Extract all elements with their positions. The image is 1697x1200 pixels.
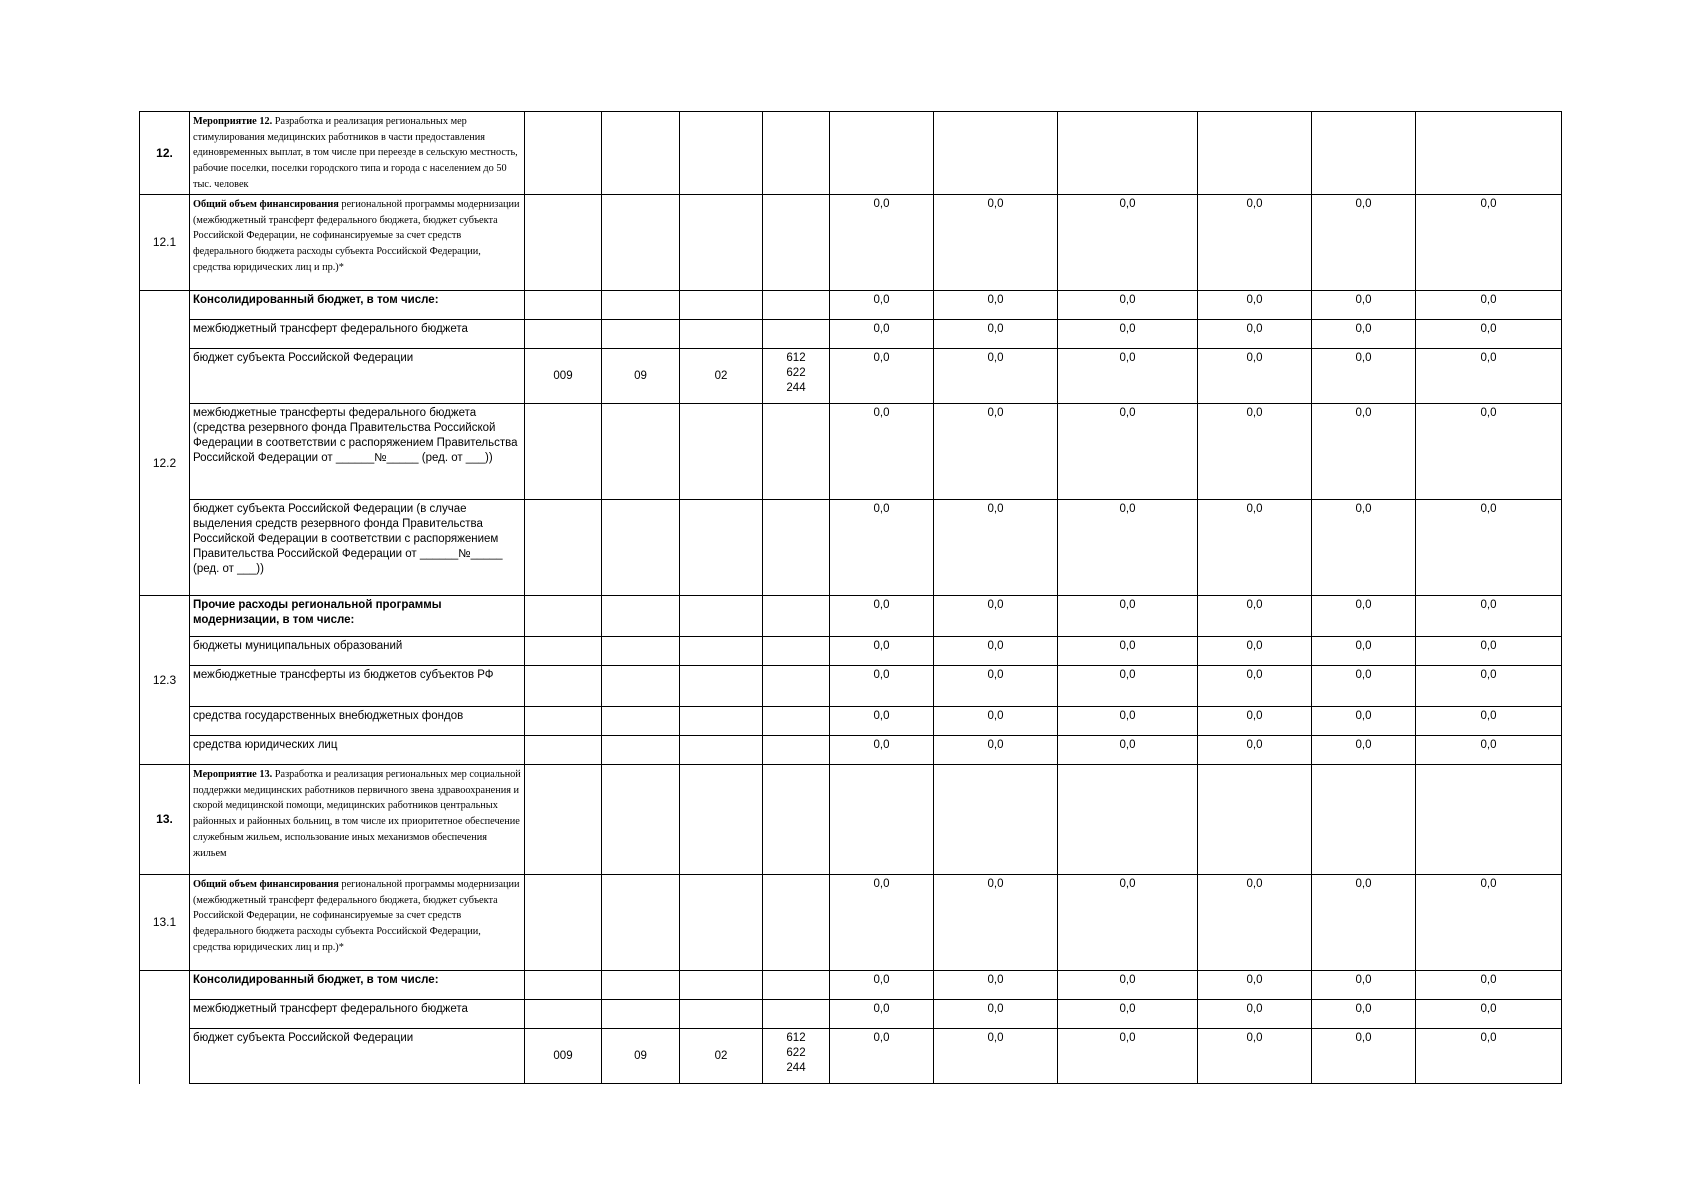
table-row	[140, 320, 1562, 349]
value-cell: 0,0	[1198, 736, 1312, 765]
row-number: 13.	[140, 765, 190, 875]
value-cell: 0,0	[1058, 971, 1198, 1000]
value-cell: 0,0	[830, 320, 934, 349]
row-description: средства юридических лиц	[190, 736, 525, 765]
row-description-text: региональной программы модернизации (межбюджетный трансферт федерального бюджета, бюджет субъекта Российской Федерации, не софинансируемые за счет средств федерального бюджета расходы субъекта Российской Федерации, средства юридических лиц и пр.)*	[193, 879, 520, 953]
table-row	[140, 500, 1562, 596]
value-cell: 0,0	[1198, 666, 1312, 707]
value-cell: 0,0	[830, 736, 934, 765]
value-cell: 0,0	[1416, 971, 1562, 1000]
value-cell: 0,0	[1416, 596, 1562, 637]
row-description: межбюджетные трансферты из бюджетов субъектов РФ	[190, 666, 525, 707]
value-cell: 0,0	[934, 971, 1058, 1000]
value-cell: 0,0	[934, 404, 1058, 500]
value-cell: 0,0	[1058, 291, 1198, 320]
value-cell: 0,0	[1198, 875, 1312, 971]
value-cell: 0,0	[1312, 736, 1416, 765]
table-row	[140, 112, 1562, 195]
value-cell: 0,0	[1312, 349, 1416, 404]
value-cell: 0,0	[830, 1000, 934, 1029]
value-cell: 0,0	[1312, 291, 1416, 320]
row-description-bold: Общий объем финансирования	[193, 199, 339, 210]
row-description-text: Разработка и реализация региональных мер социальной поддержки медицинских работников первичного звена здравоохранения и скорой медицинской помощи, медицинских работников центральных районных и районных больниц, в том числе их приоритетное обеспечение служебным жильем, использование иных механизмов обеспечения жильем	[193, 769, 521, 859]
value-cell: 0,0	[1416, 875, 1562, 971]
row-number: 12.	[140, 112, 190, 195]
subsection-code: 02	[680, 1029, 763, 1084]
row-number: 12.2	[140, 291, 190, 596]
value-cell: 0,0	[830, 596, 934, 637]
value-cell: 0,0	[1312, 875, 1416, 971]
value-cell: 0,0	[830, 666, 934, 707]
value-cell: 0,0	[1198, 637, 1312, 666]
budget-table	[139, 111, 1562, 1084]
section-code: 09	[602, 349, 680, 404]
value-cell: 0,0	[1198, 971, 1312, 1000]
value-cell: 0,0	[1198, 596, 1312, 637]
value-cell: 0,0	[1312, 707, 1416, 736]
value-cell: 0,0	[1198, 195, 1312, 291]
value-cell: 0,0	[934, 1000, 1058, 1029]
row-description-bold: Общий объем финансирования	[193, 879, 339, 890]
value-cell: 0,0	[1416, 320, 1562, 349]
table-row	[140, 736, 1562, 765]
row-description: средства государственных внебюджетных фондов	[190, 707, 525, 736]
value-cell: 0,0	[934, 875, 1058, 971]
value-cell: 0,0	[1312, 1029, 1416, 1084]
value-cell: 0,0	[1198, 500, 1312, 596]
table-row	[140, 971, 1562, 1000]
value-cell: 0,0	[1416, 736, 1562, 765]
grbs-code: 009	[525, 1029, 602, 1084]
value-cell: 0,0	[1058, 596, 1198, 637]
value-cell: 0,0	[830, 195, 934, 291]
row-description: межбюджетные трансферты федерального бюджета (средства резервного фонда Правительства Российской Федерации в соответствии с распоряжением Правительства Российской Федерации от ______№_____ (ред. от ___))	[190, 404, 525, 500]
row-description: межбюджетный трансферт федерального бюджета	[190, 320, 525, 349]
value-cell: 0,0	[934, 1029, 1058, 1084]
table-row	[140, 291, 1562, 320]
table-row	[140, 637, 1562, 666]
value-cell: 0,0	[1416, 500, 1562, 596]
value-cell: 0,0	[830, 349, 934, 404]
value-cell: 0,0	[830, 875, 934, 971]
value-cell: 0,0	[1312, 596, 1416, 637]
value-cell: 0,0	[1312, 195, 1416, 291]
expense-type-codes: 612 622 244	[763, 349, 830, 404]
row-description-text: Разработка и реализация региональных мер стимулирования медицинских работников в части предоставления единовременных выплат, в том числе при переезде в сельскую местность, рабочие поселки, поселки городского типа и города с населением до 50 тыс. человек	[193, 116, 518, 190]
value-cell: 0,0	[1416, 349, 1562, 404]
value-cell: 0,0	[934, 596, 1058, 637]
value-cell: 0,0	[1058, 349, 1198, 404]
value-cell: 0,0	[1198, 404, 1312, 500]
value-cell: 0,0	[1312, 320, 1416, 349]
value-cell: 0,0	[1058, 320, 1198, 349]
row-description: Прочие расходы региональной программы модернизации, в том числе:	[190, 596, 525, 637]
value-cell: 0,0	[1058, 1029, 1198, 1084]
row-description	[190, 765, 525, 875]
value-cell: 0,0	[1198, 1029, 1312, 1084]
value-cell: 0,0	[1416, 637, 1562, 666]
value-cell: 0,0	[934, 349, 1058, 404]
grbs-code: 009	[525, 349, 602, 404]
row-description	[190, 112, 525, 195]
table-row	[140, 875, 1562, 971]
value-cell: 0,0	[1058, 404, 1198, 500]
value-cell: 0,0	[1312, 666, 1416, 707]
row-description	[190, 195, 525, 291]
value-cell: 0,0	[830, 637, 934, 666]
row-description-text: региональной программы модернизации (межбюджетный трансферт федерального бюджета, бюджет субъекта Российской Федерации, не софинансируемые за счет средств федерального бюджета расходы субъекта Российской Федерации, средства юридических лиц и пр.)*	[193, 199, 520, 273]
value-cell: 0,0	[934, 195, 1058, 291]
table-row	[140, 596, 1562, 637]
value-cell: 0,0	[934, 320, 1058, 349]
table-row	[140, 349, 1562, 404]
expense-type-codes: 612 622 244	[763, 1029, 830, 1084]
value-cell: 0,0	[1312, 971, 1416, 1000]
value-cell: 0,0	[1058, 707, 1198, 736]
row-description: бюджеты муниципальных образований	[190, 637, 525, 666]
row-description	[190, 875, 525, 971]
row-description-bold: Мероприятие 12.	[193, 116, 273, 127]
table-row	[140, 666, 1562, 707]
row-description: бюджет субъекта Российской Федерации	[190, 1029, 525, 1084]
value-cell: 0,0	[1416, 195, 1562, 291]
row-description: межбюджетный трансферт федерального бюджета	[190, 1000, 525, 1029]
value-cell: 0,0	[830, 971, 934, 1000]
row-description: Консолидированный бюджет, в том числе:	[190, 971, 525, 1000]
value-cell: 0,0	[1416, 291, 1562, 320]
value-cell: 0,0	[1198, 1000, 1312, 1029]
value-cell: 0,0	[830, 500, 934, 596]
value-cell: 0,0	[1058, 875, 1198, 971]
value-cell: 0,0	[1058, 1000, 1198, 1029]
value-cell: 0,0	[830, 291, 934, 320]
section-code: 09	[602, 1029, 680, 1084]
row-description: Консолидированный бюджет, в том числе:	[190, 291, 525, 320]
row-number: 12.3	[140, 596, 190, 765]
value-cell: 0,0	[934, 736, 1058, 765]
value-cell: 0,0	[1198, 291, 1312, 320]
value-cell: 0,0	[1416, 666, 1562, 707]
value-cell: 0,0	[1058, 637, 1198, 666]
table-row	[140, 195, 1562, 291]
table-row	[140, 765, 1562, 875]
value-cell: 0,0	[934, 291, 1058, 320]
value-cell: 0,0	[1058, 666, 1198, 707]
value-cell: 0,0	[1416, 1029, 1562, 1084]
row-description: бюджет субъекта Российской Федерации (в случае выделения средств резервного фонда Правительства Российской Федерации в соответствии с распоряжением Правительства Российской Федерации от ______№_____ (ред. от ___))	[190, 500, 525, 596]
value-cell: 0,0	[1312, 500, 1416, 596]
row-description: бюджет субъекта Российской Федерации	[190, 349, 525, 404]
row-number: 12.1	[140, 195, 190, 291]
value-cell: 0,0	[1416, 1000, 1562, 1029]
table-row	[140, 404, 1562, 500]
table-row	[140, 1029, 1562, 1084]
value-cell: 0,0	[1198, 707, 1312, 736]
value-cell: 0,0	[1416, 707, 1562, 736]
value-cell: 0,0	[1198, 349, 1312, 404]
subsection-code: 02	[680, 349, 763, 404]
value-cell: 0,0	[1058, 736, 1198, 765]
value-cell: 0,0	[934, 707, 1058, 736]
value-cell: 0,0	[830, 707, 934, 736]
budget-table-wrap	[139, 111, 1562, 1084]
value-cell: 0,0	[934, 500, 1058, 596]
value-cell: 0,0	[830, 404, 934, 500]
value-cell: 0,0	[1058, 195, 1198, 291]
value-cell: 0,0	[934, 666, 1058, 707]
value-cell: 0,0	[1058, 500, 1198, 596]
value-cell: 0,0	[1198, 320, 1312, 349]
row-number: 13.1	[140, 875, 190, 971]
table-row	[140, 707, 1562, 736]
value-cell: 0,0	[1416, 404, 1562, 500]
value-cell: 0,0	[1312, 637, 1416, 666]
value-cell: 0,0	[1312, 1000, 1416, 1029]
value-cell: 0,0	[830, 1029, 934, 1084]
row-description-bold: Мероприятие 13.	[193, 769, 273, 780]
table-row	[140, 1000, 1562, 1029]
value-cell: 0,0	[934, 637, 1058, 666]
value-cell: 0,0	[1312, 404, 1416, 500]
